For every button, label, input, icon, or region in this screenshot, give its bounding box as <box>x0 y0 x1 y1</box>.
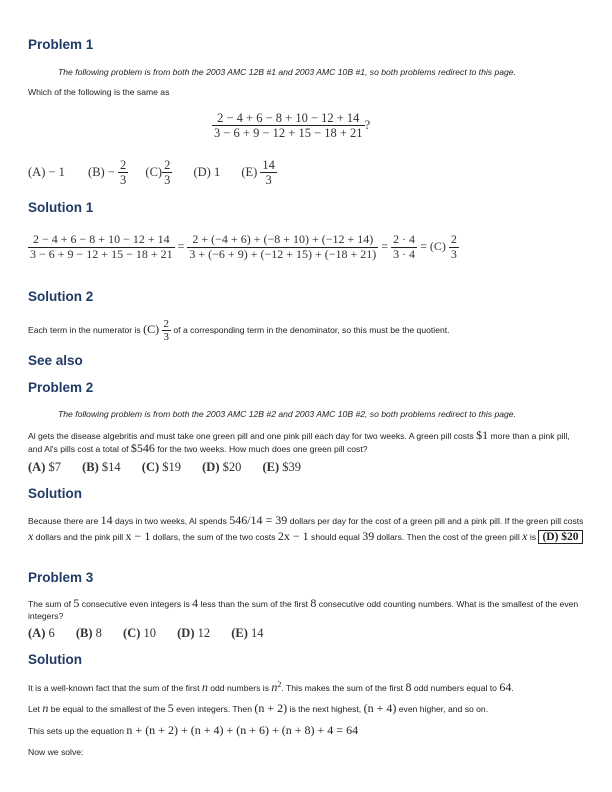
p3-t3: less than the sum of the first <box>200 599 309 609</box>
sp2-t1: Because there are <box>28 516 99 526</box>
sp3-l2-t1: Let <box>28 704 40 714</box>
sp3-l2-t3: even integers. Then <box>176 704 252 714</box>
sp2-t7: dollars. Then the cost of the green pill <box>376 532 520 542</box>
sol2-c-label: (C) <box>143 322 160 336</box>
choice-d-value: 1 <box>213 164 221 179</box>
sp3-l3-m1: n + (n + 2) + (n + 4) + (n + 6) + (n + 8) + 4 = 64 <box>126 723 359 737</box>
p2-choice-c-label: (C) <box>141 460 160 474</box>
p3-choice-c-label: (C) <box>123 626 141 640</box>
p2-q-part1: Al gets the disease algebritis and must take one green pill and one pink pill each day for two weeks. A green pill costs <box>28 431 474 441</box>
solution1-equation <box>28 233 459 262</box>
sol1-f1-num: 2 − 4 + 6 − 8 + 10 − 12 + 14 <box>28 233 175 248</box>
sol1-ans-num: 2 <box>450 232 457 246</box>
p3-choice-b-label: (B) <box>75 626 93 640</box>
choice-e-num: 14 <box>262 158 275 172</box>
sol1-f3-num: 2 · 4 <box>393 232 416 246</box>
sp2-m4: x − 1 <box>125 529 151 543</box>
sp3-l1-m3: 8 <box>405 679 412 694</box>
problem1-qmark: ? <box>364 117 371 132</box>
sp2-boxed-answer: (D) $20 <box>538 530 582 544</box>
problem1-heading: Problem 1 <box>28 37 94 52</box>
problem2-question <box>28 429 584 455</box>
solution-p3-heading: Solution <box>28 652 82 667</box>
sp2-m3: x <box>28 529 34 543</box>
sp2-t5: dollars, the sum of the two costs <box>152 532 276 542</box>
sol1-ans-den: 3 <box>450 246 457 261</box>
sol2-text-after: of a corresponding term in the denominator, so this must be the quotient. <box>173 325 450 335</box>
sp3-l2-t4: is the next highest, <box>289 704 362 714</box>
choice-c-den: 3 <box>164 173 171 188</box>
problem2-choices <box>28 460 319 475</box>
sp3-l1-t2: odd numbers is <box>210 682 270 693</box>
p3-choice-d-label: (D) <box>177 626 195 640</box>
sp2-m5: 2x − 1 <box>277 529 309 543</box>
choice-b-label: (B) <box>88 164 105 179</box>
sol1-f2-num: 2 + (−4 + 6) + (−8 + 10) + (−12 + 14) <box>187 233 378 248</box>
p2-q-dollar1: $1 <box>476 428 489 442</box>
solution2-heading: Solution 2 <box>28 289 94 304</box>
choice-b-num: 2 <box>120 158 127 172</box>
p2-choice-e-value: $39 <box>282 460 302 474</box>
p3-choice-b-value: 8 <box>95 626 102 640</box>
sp3-l1-t4: odd numbers equal to <box>413 682 497 693</box>
p2-choice-d-value: $20 <box>222 460 242 474</box>
choice-a-label: (A) <box>28 164 46 179</box>
p3-choice-d-value: 12 <box>197 626 211 640</box>
sol1-f3-den: 3 · 4 <box>393 246 416 261</box>
p2-choice-e-label: (E) <box>262 460 280 474</box>
sol1-ans-label: (C) <box>429 239 446 254</box>
p3-choice-a-value: 6 <box>48 626 55 640</box>
sp3-l3-t1: This sets up the equation <box>28 726 125 736</box>
sol1-eq1: = <box>177 239 185 254</box>
p3-m3: 8 <box>310 596 317 610</box>
solution-p3-line3 <box>28 724 584 737</box>
p2-choice-a-value: $7 <box>48 460 61 474</box>
sp3-l1-m4: 64 <box>499 679 512 694</box>
sol1-eq3: = <box>420 239 427 254</box>
problem1-choices <box>28 158 277 188</box>
p2-choice-b-label: (B) <box>82 460 99 474</box>
sp3-l2-m2: 5 <box>167 701 174 715</box>
sol2-text-before: Each term in the numerator is <box>28 325 141 335</box>
sp3-l2-m1: n <box>42 701 49 715</box>
sp3-l2-t2: be equal to the smallest of the <box>50 704 166 714</box>
choice-b-sign: − <box>107 164 115 179</box>
see-also-heading: See also <box>28 353 83 368</box>
problem3-question <box>28 597 584 622</box>
sp2-m6: 39 <box>362 529 375 543</box>
choice-c-num: 2 <box>164 158 171 172</box>
problem2-heading: Problem 2 <box>28 380 94 395</box>
problem1-denominator: 3 − 6 + 9 − 12 + 15 − 18 + 21 <box>214 126 363 141</box>
p3-choice-e-value: 14 <box>251 626 264 640</box>
solution-p2-text <box>28 513 584 545</box>
sp2-t4: dollars and the pink pill <box>35 532 124 542</box>
choice-e-den: 3 <box>265 173 272 188</box>
p3-choice-c-value: 10 <box>143 626 157 640</box>
p2-choice-b-value: $14 <box>101 460 121 474</box>
problem1-numerator: 2 − 4 + 6 − 8 + 10 − 12 + 14 <box>212 111 365 126</box>
sp3-l1-sup: 2 <box>277 680 282 689</box>
solution1-heading: Solution 1 <box>28 200 94 215</box>
sol1-f2-den: 3 + (−6 + 9) + (−12 + 15) + (−18 + 21) <box>189 246 377 261</box>
sp3-l1-t1: It is a well-known fact that the sum of the first <box>28 682 200 693</box>
sol2-den: 3 <box>163 331 170 344</box>
p2-choice-a-label: (A) <box>28 460 46 474</box>
p3-choice-e-label: (E) <box>231 626 248 640</box>
sp2-m7: x <box>522 529 528 543</box>
p3-m2: 4 <box>192 596 199 610</box>
sp2-t8: is <box>529 532 537 542</box>
p2-choice-c-value: $19 <box>162 460 182 474</box>
p3-t4: consecutive odd counting numbers. What is the smallest of the even integers? <box>28 599 579 621</box>
sp2-t3: dollars per day for the cost of a green pill and a pink pill. If the green pill costs <box>289 516 584 526</box>
choice-b-den: 3 <box>120 173 127 188</box>
choice-e-label: (E) <box>241 164 258 179</box>
solution-p3-line2 <box>28 702 584 715</box>
problem3-heading: Problem 3 <box>28 570 94 585</box>
sp3-l1-m1: n <box>201 679 208 694</box>
sp3-l2-m4: (n + 4) <box>363 701 397 715</box>
p3-m1: 5 <box>73 596 80 610</box>
solution-p3-line4: Now we solve: <box>28 747 84 757</box>
p2-choice-d-label: (D) <box>202 460 220 474</box>
sp3-l1-t5: . <box>511 682 514 693</box>
sol2-num: 2 <box>163 317 170 330</box>
sp3-l1-t3: . This makes the sum of the first <box>281 682 404 693</box>
sp2-m1: 14 <box>100 513 113 527</box>
problem1-expression <box>212 111 370 141</box>
sol1-eq2: = <box>381 239 389 254</box>
sp3-l2-t5: even higher, and so on. <box>398 704 489 714</box>
problem2-note: The following problem is from both the 2003 AMC 12B #2 and 2003 AMC 10B #2, so both problems redirect to this page. <box>58 409 516 419</box>
p2-q-dollar2: $546 <box>130 441 155 455</box>
problem3-choices <box>28 626 282 641</box>
p3-t2: consecutive even integers is <box>81 599 190 609</box>
p2-q-part3: for the two weeks. How much does one green pill cost? <box>157 444 368 454</box>
choice-a-value: − 1 <box>48 164 65 179</box>
solution-p3-line1 <box>28 679 584 694</box>
sp3-l1-m2: n <box>271 679 278 694</box>
sp2-t2: days in two weeks, Al spends <box>115 516 227 526</box>
choice-c-label: (C) <box>145 164 163 179</box>
choice-d-label: (D) <box>193 164 211 179</box>
sp3-l2-m3: (n + 2) <box>254 701 288 715</box>
p3-t1: The sum of <box>28 599 71 609</box>
sp2-t6: should equal <box>311 532 360 542</box>
sol1-f1-den: 3 − 6 + 9 − 12 + 15 − 18 + 21 <box>30 246 173 261</box>
problem1-note: The following problem is from both the 2003 AMC 12B #1 and 2003 AMC 10B #1, so both problems redirect to this page. <box>58 67 516 77</box>
solution-p2-heading: Solution <box>28 486 82 501</box>
problem1-question: Which of the following is the same as <box>28 87 170 97</box>
p3-choice-a-label: (A) <box>28 626 46 640</box>
p2-q-part2: more than a pink pill, and Al's pills cost a total of <box>28 431 570 454</box>
sp2-m2: 546/14 = 39 <box>229 513 288 527</box>
solution2-text <box>28 314 584 345</box>
